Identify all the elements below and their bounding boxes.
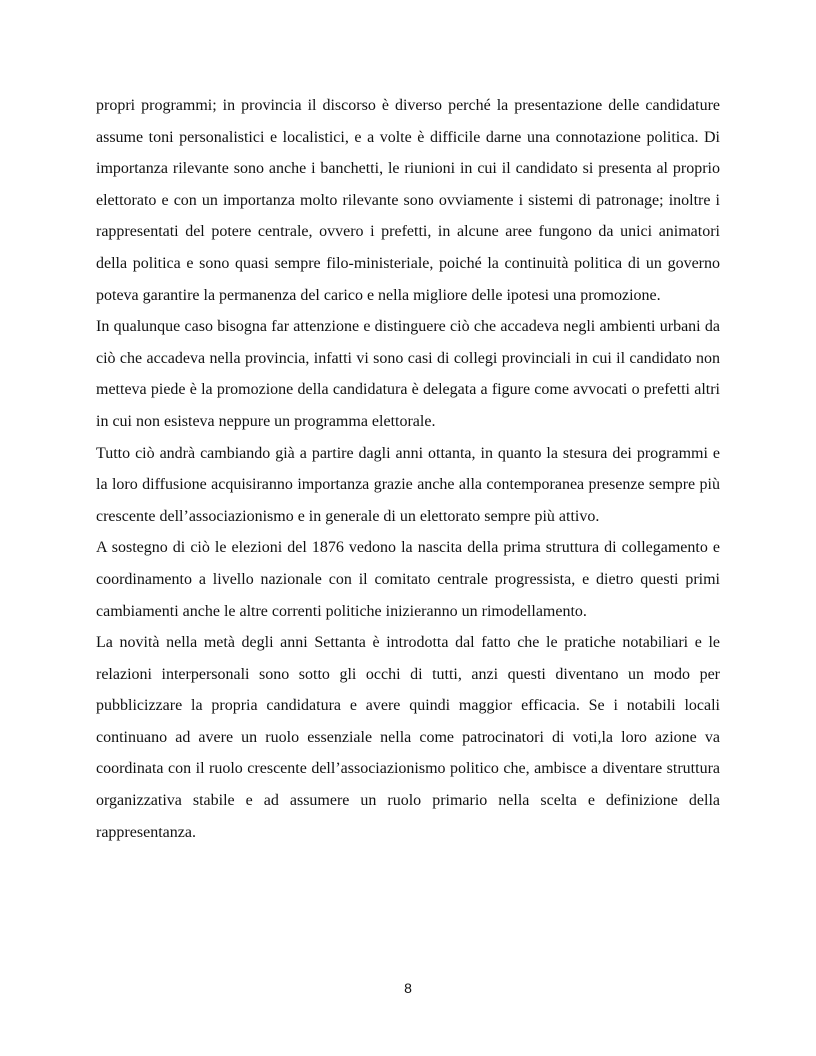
paragraph-3: Tutto ciò andrà cambiando già a partire dagli anni ottanta, in quanto la stesura dei programmi e la loro diffusione acquisiranno importanza grazie anche alla contemporanea presenze sempre più crescente dell’associazionismo e in generale di un elettorato sempre più attivo. [96,444,720,525]
paragraph-2: In qualunque caso bisogna far attenzione e distinguere ciò che accadeva negli ambienti urbani da ciò che accadeva nella provincia, infatti vi sono casi di collegi provinciali in cui il candidato non metteva piede è la promozione della candidatura è delegata a figure come avvocati o prefetti altri in cui non esisteva neppure un programma elettorale. [96,318,720,430]
paragraph-1: propri programmi; in provincia il discorso è diverso perché la presentazione delle candidature assume toni personalistici e localistici, e a volte è difficile darne una connotazione politica. Di importanza rilevante sono anche i banchetti, le riunioni in cui il candidato si presenta al proprio elettorato e con un importanza molto rilevante sono ovviamente i sistemi di patronage; inoltre i rappresentati del potere centrale, ovvero i prefetti, in alcune aree fungono da unici animatori della politica e sono quasi sempre filo-ministeriale, poiché la continuità politica di un governo poteva garantire la permanenza del carico e nella migliore delle ipotesi una promozione. [96,97,720,304]
paragraph-4: A sostegno di ciò le elezioni del 1876 vedono la nascita della prima struttura di collegamento e coordinamento a livello nazionale con il comitato centrale progressista, e dietro questi primi cambiamenti anche le altre correnti politiche inizieranno un rimodellamento. [96,539,720,620]
paragraph-5: La novità nella metà degli anni Settanta è introdotta dal fatto che le pratiche notabiliari e le relazioni interpersonali sono sotto gli occhi di tutti, anzi questi diventano un modo per pubblicizzare la propria candidatura e avere quindi maggior efficacia. Se i notabili locali continuano ad avere un ruolo essenziale nella come patrocinatori di voti,la loro azione va coordinata con il ruolo crescente dell’associazionismo politico che, ambisce a diventare struttura organizzativa stabile e ad assumere un ruolo primario nella scelta e definizione della rappresentanza. [96,634,720,841]
body-text [96,90,720,848]
page-number: 8 [404,980,412,996]
